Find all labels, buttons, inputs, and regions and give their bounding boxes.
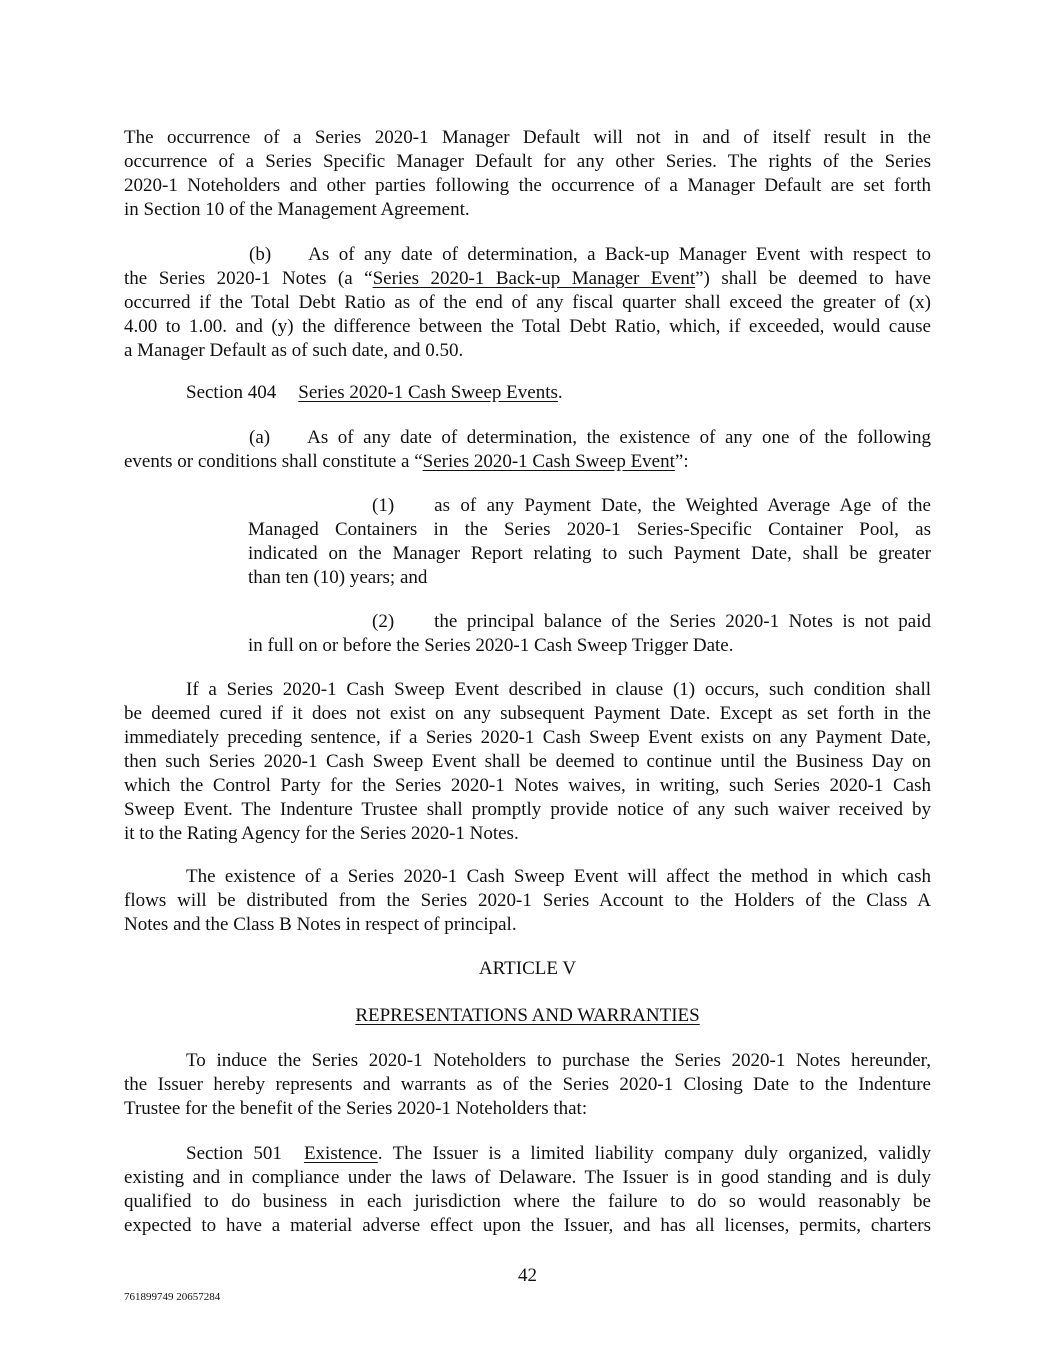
text-line: Section 501 Existence. The Issuer is a limited liability company duly organized, validly — [186, 1143, 931, 1164]
text-line: (1) as of any Payment Date, the Weighted Average Age of the — [372, 495, 931, 516]
text-line: occurrence of a Series Specific Manager Default for any other Series. The rights of the Series — [124, 151, 931, 172]
clause-label: (a) — [249, 427, 271, 448]
text-line: in full on or before the Series 2020-1 Cash Sweep Trigger Date. — [248, 635, 734, 656]
text-line: (2) the principal balance of the Series 2020-1 Notes is not paid — [372, 611, 931, 632]
text-line: occurred if the Total Debt Ratio as of the end of any fiscal quarter shall exceed the greater of (x) — [124, 292, 931, 313]
text-line: 2020-1 Noteholders and other parties following the occurrence of a Manager Default are set forth — [124, 175, 931, 196]
text-line: (b) As of any date of determination, a Back-up Manager Event with respect to — [249, 244, 931, 265]
paragraph-cash-sweep-effect — [124, 865, 931, 937]
text-line: flows will be distributed from the Series 2020-1 Series Account to the Holders of the Class A — [124, 890, 931, 911]
text-line: Managed Containers in the Series 2020-1 Series-Specific Container Pool, as — [248, 519, 931, 540]
text-line: Trustee for the benefit of the Series 2020-1 Noteholders that: — [124, 1098, 588, 1119]
paragraph-backup-manager-event — [124, 243, 931, 363]
section-404-heading: Section 404 Series 2020-1 Cash Sweep Events. — [186, 382, 563, 403]
text-line: Sweep Event. The Indenture Trustee shall promptly provide notice of any such waiver received by — [124, 799, 931, 820]
paragraph-induce — [124, 1049, 931, 1121]
clause-label: (2) — [372, 611, 395, 632]
defined-term: Series 2020-1 Cash Sweep Event — [422, 451, 675, 472]
text-line: To induce the Series 2020-1 Noteholders to purchase the Series 2020-1 Notes hereunder, — [186, 1050, 931, 1071]
paragraph-cure — [124, 678, 931, 846]
text-line: expected to have a material adverse effect upon the Issuer, and has all licenses, permits, charters — [124, 1215, 931, 1236]
text-line: which the Control Party for the Series 2020-1 Notes waives, in writing, such Series 2020-1 Cash — [124, 775, 931, 796]
text-line: than ten (10) years; and — [248, 567, 428, 588]
text-line: If a Series 2020-1 Cash Sweep Event described in clause (1) occurs, such condition shall — [186, 679, 931, 700]
text-line: the Series 2020-1 Notes (a “Series 2020-1 Back-up Manager Event”) shall be deemed to have — [124, 268, 931, 289]
defined-term: Series 2020-1 Back-up Manager Event — [372, 268, 696, 289]
text-line: events or conditions shall constitute a “Series 2020-1 Cash Sweep Event”: — [124, 451, 689, 472]
clause-2 — [248, 610, 931, 658]
section-number: Section 501 — [186, 1143, 282, 1164]
section-number: Section 404 — [186, 382, 277, 403]
article-title: REPRESENTATIONS AND WARRANTIES — [355, 1005, 700, 1026]
text-line: The occurrence of a Series 2020-1 Manager Default will not in and of itself result in the — [124, 127, 931, 148]
clause-1 — [248, 494, 931, 590]
text-line: it to the Rating Agency for the Series 2020-1 Notes. — [124, 823, 519, 844]
text-line: 4.00 to 1.00. and (y) the difference between the Total Debt Ratio, which, if exceeded, would cause — [124, 316, 931, 337]
text-line: indicated on the Manager Report relating to such Payment Date, shall be greater — [248, 543, 931, 564]
section-title: Existence — [303, 1143, 378, 1164]
text-line: the Issuer hereby represents and warrants as of the Series 2020-1 Closing Date to the Indenture — [124, 1074, 931, 1095]
clause-label: (b) — [249, 244, 272, 265]
text-line: qualified to do business in each jurisdiction where the failure to do so would reasonably be — [124, 1191, 931, 1212]
text-line: The existence of a Series 2020-1 Cash Sweep Event will affect the method in which cash — [186, 866, 931, 887]
text-line: be deemed cured if it does not exist on any subsequent Payment Date. Except as set forth in the — [124, 703, 931, 724]
text-line: a Manager Default as of such date, and 0.50. — [124, 340, 464, 361]
paragraph-cash-sweep-event — [124, 426, 931, 474]
section-title: Series 2020-1 Cash Sweep Events — [298, 382, 558, 403]
page-number: 42 — [518, 1265, 537, 1286]
clause-label: (1) — [372, 495, 395, 516]
text-line: (a) As of any date of determination, the existence of any one of the following — [249, 427, 931, 448]
paragraph-manager-default — [124, 126, 931, 222]
text-line: Notes and the Class B Notes in respect of principal. — [124, 914, 517, 935]
section-501 — [124, 1142, 931, 1238]
document-id: 761899749 20657284 — [124, 1291, 221, 1303]
article-heading: ARTICLE V — [478, 958, 577, 979]
text-line: in Section 10 of the Management Agreement. — [124, 199, 470, 220]
text-line: immediately preceding sentence, if a Series 2020-1 Cash Sweep Event exists on any Payment Date, — [124, 727, 931, 748]
text-line: then such Series 2020-1 Cash Sweep Event shall be deemed to continue until the Business Day on — [124, 751, 931, 772]
text-line: existing and in compliance under the laws of Delaware. The Issuer is in good standing and is duly — [124, 1167, 931, 1188]
